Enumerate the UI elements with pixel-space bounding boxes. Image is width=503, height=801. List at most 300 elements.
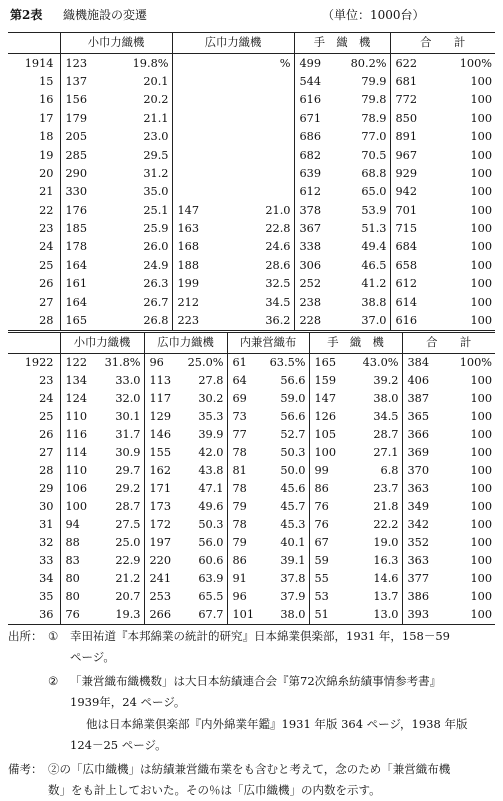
count-cell: 73 [227,408,259,426]
table-row [8,128,495,146]
percent-cell: 100 [470,277,493,291]
count-cell: 658 [390,256,440,274]
note-2-continued: 1939年，24 ページ。 [70,695,186,709]
count-cell: 363 [402,552,448,570]
year-cell: 27 [39,446,54,460]
percent-cell: 100% [459,56,493,70]
note-1-continued: ページ。 [70,650,115,664]
table-row [8,426,495,444]
count-cell: 76 [309,498,351,516]
year-cell: 23 [39,222,54,236]
table-row [8,201,495,219]
percent-cell: 21.1 [143,111,169,125]
count-cell: 163 [172,220,218,238]
note-1-mark: ① [48,629,59,643]
percent-cell: 36.2 [265,314,291,328]
percent-cell: 16.3 [373,554,399,568]
percent-cell: 100 [470,93,493,107]
count-cell: 101 [227,606,259,625]
count-cell: 285 [60,146,104,164]
percent-cell: 39.2 [373,374,399,388]
percent-cell: 100 [470,410,493,424]
percent-cell: 56.6 [280,374,306,388]
percent-cell: 100 [470,500,493,514]
count-cell: 83 [60,552,90,570]
percent-cell: 20.1 [143,74,169,88]
count-cell: 378 [294,201,340,219]
percent-cell: 100 [470,240,493,254]
source-label: 出所： [8,629,43,643]
unit-label: （単位：1000台） [322,8,425,22]
percent-cell: 30.1 [115,410,141,424]
percent-cell: 100% [459,356,493,370]
percent-cell: % [279,56,291,70]
count-cell: 393 [402,606,448,625]
percent-cell: 22.9 [115,554,141,568]
column-header: 合 計 [402,333,495,354]
count-cell: 253 [144,588,174,606]
column-header: 合 計 [390,33,495,54]
year-cell: 34 [39,572,54,586]
count-cell: 147 [172,201,218,219]
count-cell: 681 [390,72,440,90]
table-row [8,238,495,256]
header-year-cell [8,333,60,354]
remark-label: 備考： [8,762,43,776]
count-cell: 146 [144,426,174,444]
count-cell: 51 [309,606,351,625]
percent-cell: 43.0% [362,356,399,370]
percent-cell: 29.2 [115,482,141,496]
percent-cell: 45.7 [280,500,306,514]
count-cell: 967 [390,146,440,164]
table-row [8,372,495,390]
percent-cell: 100 [470,314,493,328]
percent-cell: 78.9 [361,111,387,125]
percent-cell: 13.7 [373,590,399,604]
count-cell: 173 [144,498,174,516]
count-cell: 86 [227,552,259,570]
count-cell: 499 [294,54,340,73]
percent-cell: 31.2 [143,166,169,180]
count-cell: 330 [60,183,104,201]
percent-cell: 28.7 [373,428,399,442]
table-row [8,588,495,606]
count-cell: 100 [309,444,351,462]
table-row [8,480,495,498]
count-cell: 69 [227,390,259,408]
percent-cell: 41.2 [361,277,387,291]
year-cell: 32 [39,536,54,550]
count-cell: 164 [60,293,104,311]
count-cell: 159 [309,372,351,390]
count-cell: 352 [402,534,448,552]
year-cell: 21 [39,185,54,199]
percent-cell: 67.7 [198,608,224,622]
count-cell: 223 [172,311,218,330]
percent-cell: 100 [470,482,493,496]
count-cell [172,146,218,164]
percent-cell: 20.7 [115,590,141,604]
count-cell: 616 [390,311,440,330]
percent-cell: 100 [470,428,493,442]
column-header: 手 織 機 [294,33,390,54]
percent-cell: 59.0 [280,392,306,406]
count-cell: 88 [60,534,90,552]
header-row [8,333,495,354]
percent-cell: 100 [470,185,493,199]
count-cell: 86 [309,480,351,498]
count-cell: 77 [227,426,259,444]
count-cell: 176 [60,201,104,219]
percent-cell: 100 [470,572,493,586]
remark-text: ②の「広巾織機」は紡績兼営織布業をも含むと考えて，念のため「兼営織布機 [48,762,451,776]
table-row [8,256,495,274]
count-cell: 929 [390,164,440,182]
table-row [8,516,495,534]
percent-cell: 100 [470,148,493,162]
count-cell: 53 [309,588,351,606]
count-cell: 76 [309,516,351,534]
percent-cell: 24.6 [265,240,291,254]
year-cell: 20 [39,166,54,180]
count-cell: 369 [402,444,448,462]
year-cell: 19 [39,148,54,162]
percent-cell: 37.0 [361,314,387,328]
table-header [0,6,503,24]
table-row [8,408,495,426]
percent-cell: 100 [470,258,493,272]
percent-cell: 38.0 [280,608,306,622]
percent-cell: 52.7 [280,428,306,442]
count-cell: 612 [294,183,340,201]
percent-cell: 33.0 [115,374,141,388]
percent-cell: 77.0 [361,130,387,144]
percent-cell: 100 [470,446,493,460]
header-year-cell [8,33,60,54]
percent-cell: 38.8 [361,295,387,309]
percent-cell: 100 [470,130,493,144]
percent-cell: 28.6 [265,258,291,272]
percent-cell: 43.8 [198,464,224,478]
percent-cell: 42.0 [198,446,224,460]
count-cell [172,72,218,90]
year-cell: 18 [39,130,54,144]
percent-cell: 100 [470,590,493,604]
percent-cell [218,164,294,182]
percent-cell [218,128,294,146]
count-cell: 105 [309,426,351,444]
table-row [8,293,495,311]
year-cell: 36 [39,608,54,622]
percent-cell: 100 [470,203,493,217]
table-row [8,498,495,516]
table-row [8,390,495,408]
table-row [8,311,495,330]
count-cell: 156 [60,91,104,109]
percent-cell: 63.5% [269,356,306,370]
year-cell: 25 [39,410,54,424]
percent-cell: 60.6 [198,554,224,568]
percent-cell: 26.7 [143,295,169,309]
count-cell: 220 [144,552,174,570]
count-cell: 165 [60,311,104,330]
count-cell: 241 [144,570,174,588]
percent-cell: 100 [470,111,493,125]
percent-cell: 45.6 [280,482,306,496]
percent-cell: 100 [470,295,493,309]
year-cell: 33 [39,554,54,568]
percent-cell: 25.0% [187,356,224,370]
count-cell: 386 [402,588,448,606]
percent-cell: 45.3 [280,518,306,532]
percent-cell: 30.9 [115,446,141,460]
percent-cell: 23.7 [373,482,399,496]
count-cell: 377 [402,570,448,588]
percent-cell: 100 [470,608,493,622]
year-cell: 16 [39,93,54,107]
count-cell: 129 [144,408,174,426]
count-cell: 171 [144,480,174,498]
count-cell: 212 [172,293,218,311]
count-cell: 67 [309,534,351,552]
percent-cell: 19.8% [132,56,169,70]
count-cell [172,91,218,109]
count-cell: 671 [294,109,340,127]
note-2-other: 他は日本綿業倶楽部『内外綿業年鑑』1931 年版 364 ページ，1938 年版 [86,717,468,731]
count-cell: 134 [60,372,90,390]
count-cell: 686 [294,128,340,146]
percent-cell: 100 [470,166,493,180]
count-cell: 59 [309,552,351,570]
percent-cell: 65.0 [361,185,387,199]
count-cell: 639 [294,164,340,182]
year-cell: 28 [39,464,54,478]
percent-cell: 79.8 [361,93,387,107]
year-cell: 1922 [24,356,54,370]
count-cell: 126 [309,408,351,426]
count-cell: 123 [60,54,104,73]
table-row [8,183,495,201]
table-number: 第2表 [10,8,43,22]
count-cell: 342 [402,516,448,534]
count-cell: 370 [402,462,448,480]
count-cell: 772 [390,91,440,109]
percent-cell: 21.2 [115,572,141,586]
percent-cell: 100 [470,536,493,550]
table-row [8,91,495,109]
percent-cell: 32.5 [265,277,291,291]
percent-cell: 20.2 [143,93,169,107]
year-cell: 31 [39,518,54,532]
percent-cell [218,91,294,109]
percent-cell: 28.7 [115,500,141,514]
count-cell: 338 [294,238,340,256]
count-cell: 64 [227,372,259,390]
percent-cell: 100 [470,518,493,532]
count-cell: 91 [227,570,259,588]
percent-cell: 21.8 [373,500,399,514]
column-header: 小巾力織機 [60,33,172,54]
year-cell: 29 [39,482,54,496]
percent-cell: 51.3 [361,222,387,236]
count-cell: 384 [402,354,448,373]
percent-cell: 25.1 [143,203,169,217]
percent-cell: 31.8% [104,356,141,370]
count-cell: 116 [60,426,90,444]
column-header: 内兼営織布 [227,333,309,354]
percent-cell: 38.0 [373,392,399,406]
percent-cell: 25.0 [115,536,141,550]
count-cell: 79 [227,498,259,516]
percent-cell [218,109,294,127]
percent-cell: 29.5 [143,148,169,162]
percent-cell: 22.8 [265,222,291,236]
percent-cell: 100 [470,222,493,236]
year-cell: 35 [39,590,54,604]
percent-cell: 32.0 [115,392,141,406]
count-cell [172,164,218,182]
count-cell: 185 [60,220,104,238]
count-cell: 622 [390,54,440,73]
percent-cell: 49.4 [361,240,387,254]
year-cell: 15 [39,74,54,88]
percent-cell: 65.5 [198,590,224,604]
percent-cell: 27.8 [198,374,224,388]
percent-cell: 35.3 [198,410,224,424]
count-cell: 79 [227,534,259,552]
count-cell: 684 [390,238,440,256]
count-cell: 161 [60,275,104,293]
count-cell: 110 [60,462,90,480]
percent-cell: 31.7 [115,428,141,442]
percent-cell: 80.2% [350,56,387,70]
count-cell: 172 [144,516,174,534]
percent-cell: 100 [470,464,493,478]
count-cell: 266 [144,606,174,625]
column-header: 広巾力織機 [172,33,294,54]
count-cell [172,54,218,73]
count-cell: 197 [144,534,174,552]
count-cell: 701 [390,201,440,219]
percent-cell: 50.3 [280,446,306,460]
column-header: 手 織 機 [309,333,402,354]
count-cell: 55 [309,570,351,588]
count-cell: 114 [60,444,90,462]
count-cell: 682 [294,146,340,164]
count-cell: 238 [294,293,340,311]
count-cell: 106 [60,480,90,498]
year-cell: 27 [39,295,54,309]
count-cell: 100 [60,498,90,516]
count-cell: 168 [172,238,218,256]
percent-cell: 100 [470,374,493,388]
count-cell: 81 [227,462,259,480]
percent-cell: 100 [470,74,493,88]
percent-cell: 56.6 [280,410,306,424]
header-row [8,33,495,54]
table-row [8,220,495,238]
percent-cell: 49.6 [198,500,224,514]
year-cell: 22 [39,203,54,217]
percent-cell: 34.5 [373,410,399,424]
percent-cell: 47.1 [198,482,224,496]
year-cell: 25 [39,258,54,272]
count-cell: 76 [60,606,90,625]
table-row [8,534,495,552]
count-cell: 61 [227,354,259,373]
count-cell [172,109,218,127]
count-cell: 165 [309,354,351,373]
percent-cell: 79.9 [361,74,387,88]
percent-cell: 30.2 [198,392,224,406]
count-cell: 164 [60,256,104,274]
percent-cell: 70.5 [361,148,387,162]
percent-cell: 39.1 [280,554,306,568]
count-cell: 122 [60,354,90,373]
percent-cell: 19.0 [373,536,399,550]
count-cell: 290 [60,164,104,182]
year-cell: 17 [39,111,54,125]
table-row [8,552,495,570]
year-cell: 26 [39,277,54,291]
count-cell [172,183,218,201]
table-row [8,570,495,588]
count-cell: 162 [144,462,174,480]
percent-cell: 27.5 [115,518,141,532]
count-cell: 147 [309,390,351,408]
percent-cell [218,72,294,90]
count-cell: 124 [60,390,90,408]
percent-cell: 14.6 [373,572,399,586]
count-cell: 78 [227,444,259,462]
year-cell: 28 [39,314,54,328]
note-2-other-continued: 124－25 ページ。 [70,738,167,752]
percent-cell: 40.1 [280,536,306,550]
count-cell: 205 [60,128,104,146]
count-cell: 228 [294,311,340,330]
count-cell: 99 [309,462,351,480]
percent-cell: 37.9 [280,590,306,604]
table-1914-1928 [8,32,495,331]
column-header: 小巾力織機 [60,333,144,354]
percent-cell: 39.9 [198,428,224,442]
percent-cell: 24.9 [143,258,169,272]
count-cell: 406 [402,372,448,390]
count-cell: 96 [227,588,259,606]
count-cell: 117 [144,390,174,408]
count-cell: 349 [402,498,448,516]
table-row [8,354,495,373]
note-2-text: 「兼営織布織機数」は大日本紡績連合会『第72次綿糸紡績事情参考書』 [70,674,442,688]
percent-cell: 6.8 [380,464,399,478]
count-cell: 366 [402,426,448,444]
percent-cell [218,183,294,201]
count-cell: 544 [294,72,340,90]
year-cell: 24 [39,392,54,406]
percent-cell: 100 [470,392,493,406]
percent-cell: 13.0 [373,608,399,622]
table-row [8,164,495,182]
count-cell: 363 [402,480,448,498]
year-cell: 26 [39,428,54,442]
count-cell: 850 [390,109,440,127]
percent-cell: 50.0 [280,464,306,478]
count-cell: 155 [144,444,174,462]
count-cell: 178 [60,238,104,256]
count-cell: 96 [144,354,174,373]
percent-cell: 56.0 [198,536,224,550]
